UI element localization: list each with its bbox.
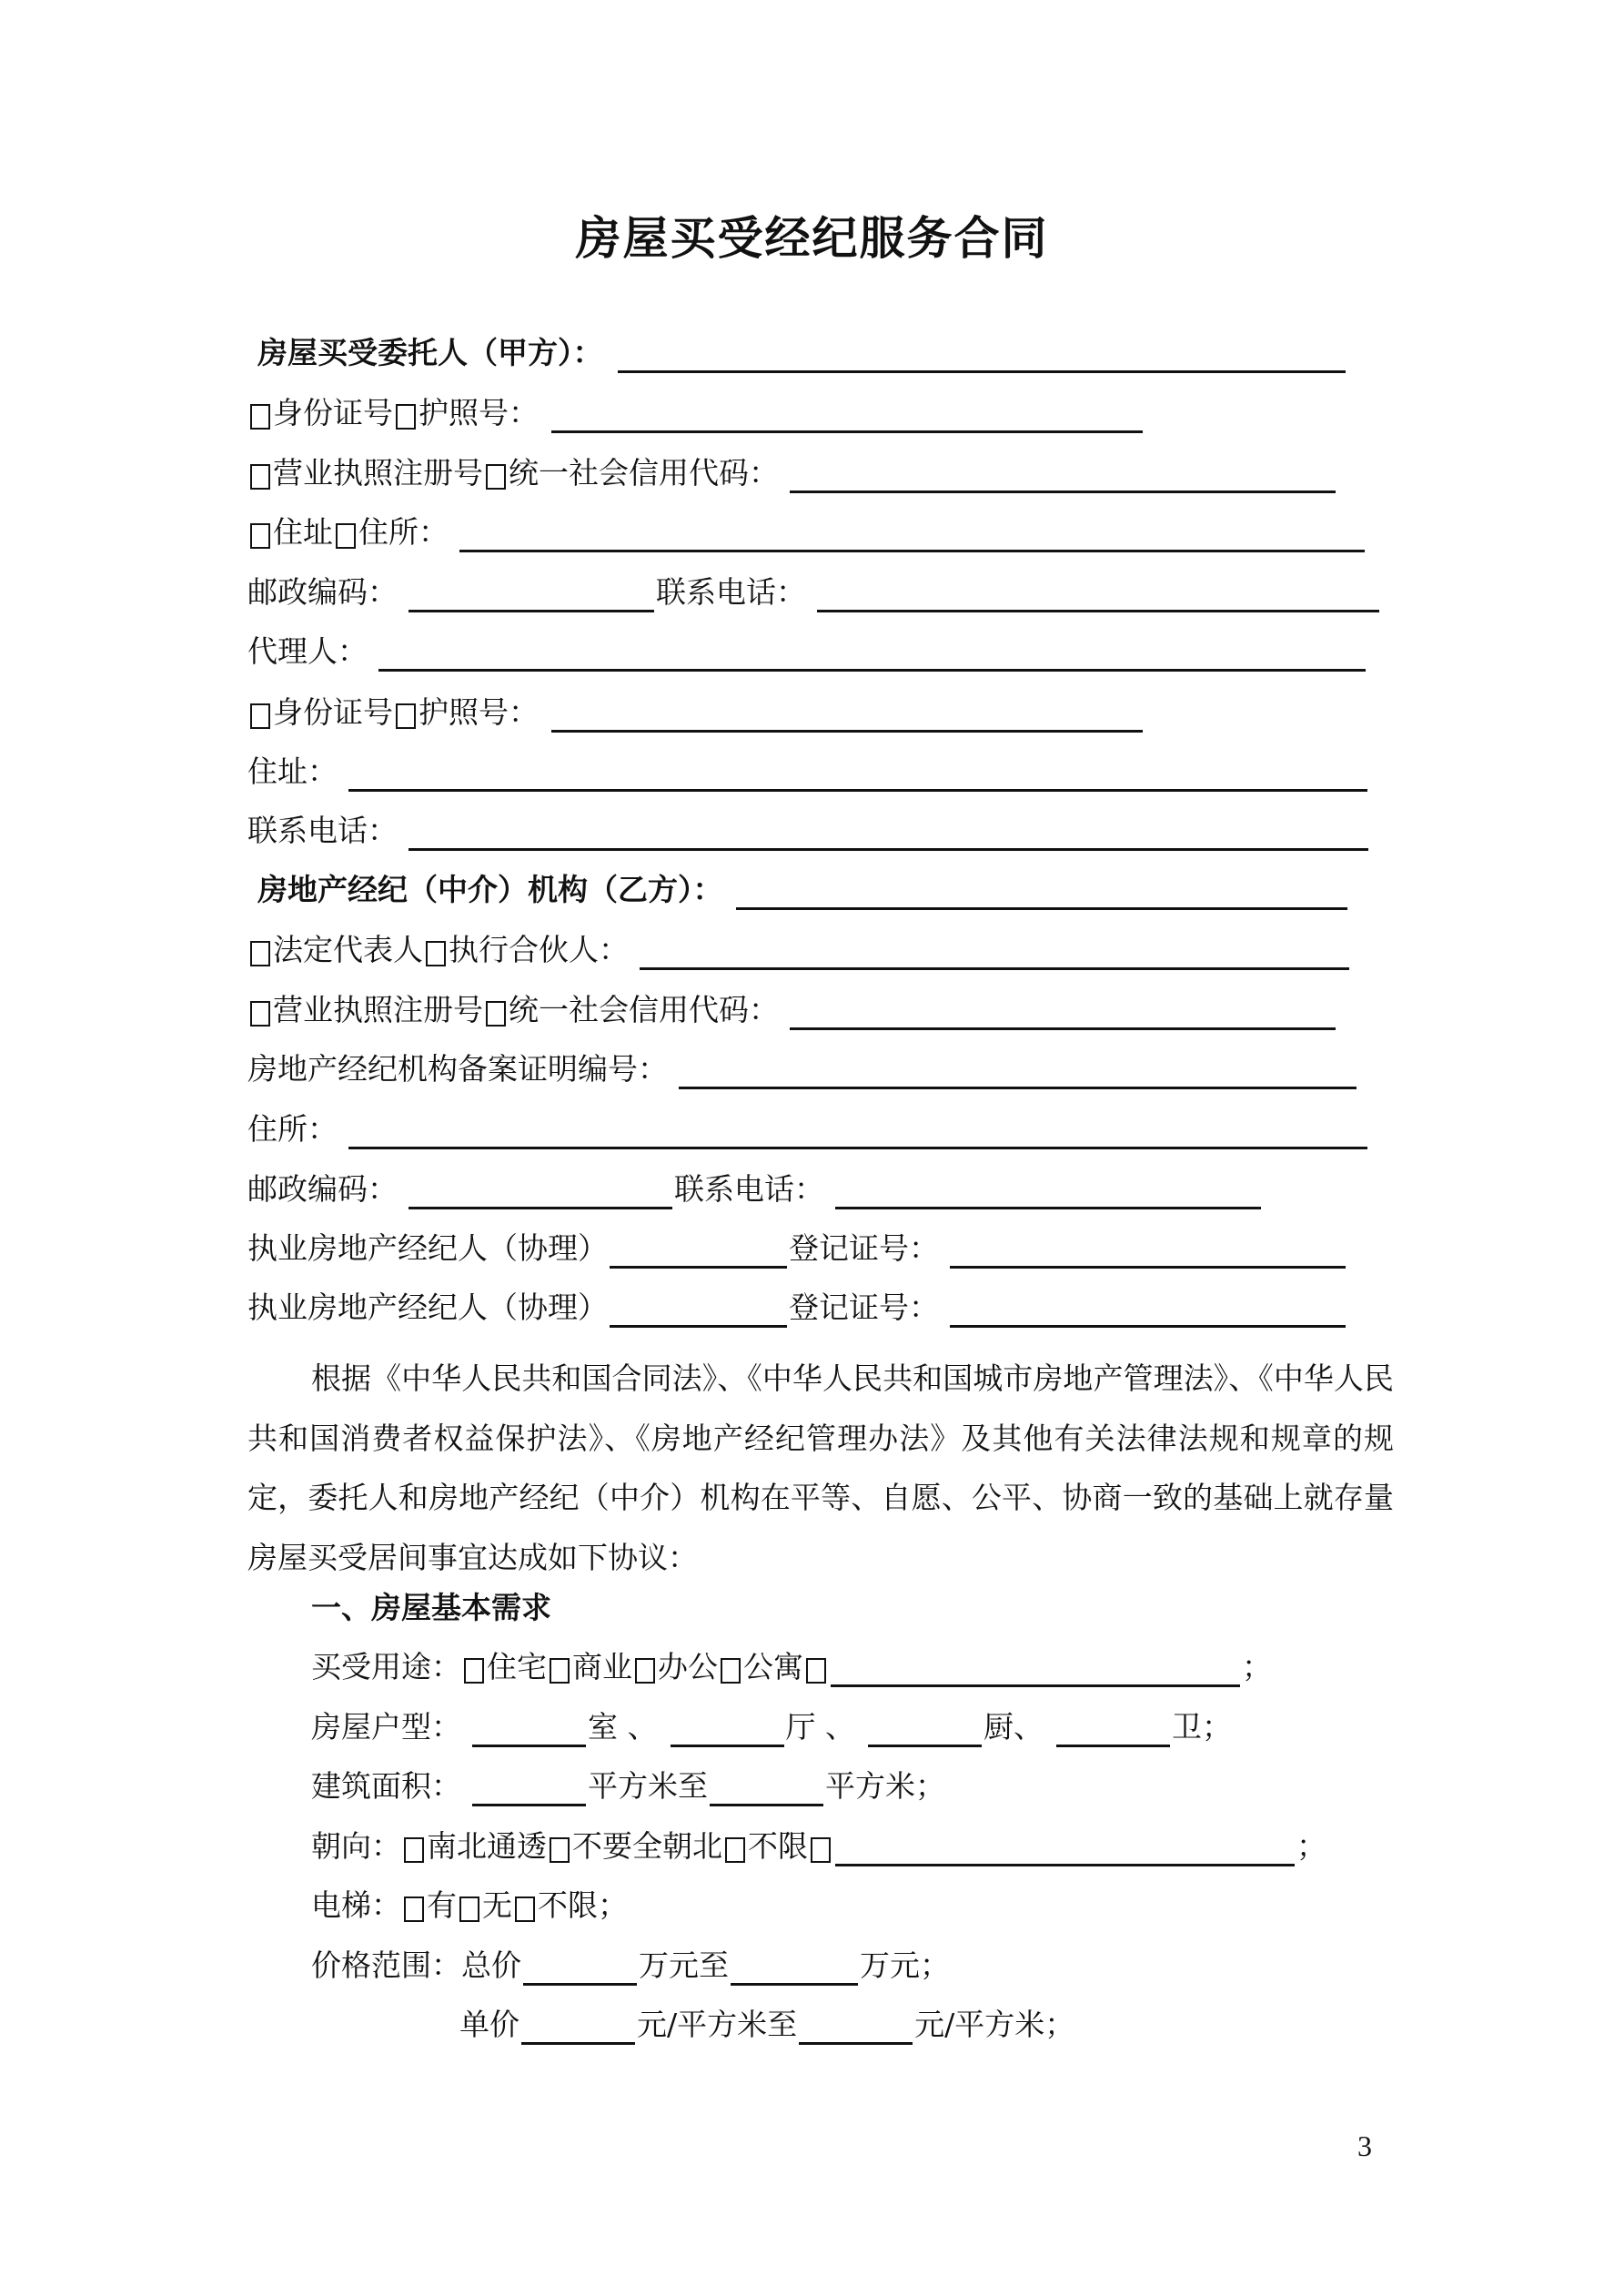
- record-label: 房地产经纪机构备案证明编号：: [247, 1051, 668, 1087]
- party-b-phone-label: 联系电话：: [674, 1171, 824, 1207]
- usage-office-checkbox[interactable]: [635, 1658, 655, 1684]
- agent-id-card-label: 身份证号: [273, 694, 393, 730]
- orientation-not-north-label: 不要全朝北: [572, 1828, 722, 1864]
- usage-other-checkbox[interactable]: [806, 1658, 826, 1684]
- orientation-other-field[interactable]: [835, 1833, 1295, 1866]
- broker-1-reg-field[interactable]: [950, 1235, 1346, 1269]
- area-max-field[interactable]: [710, 1773, 823, 1806]
- unit-price-min-field[interactable]: [521, 2011, 635, 2045]
- broker-1-line: [247, 1229, 1347, 1269]
- agent-phone-line: [247, 811, 1370, 851]
- preamble-paragraph: 根据《中华人民共和国合同法》、《中华人民共和国城市房地产管理法》、《中华人民共和国消费者权益保护法》、《房地产经纪管理办法》及其他有关法律法规和规章的规定，委托人和房地产经纪（中介）机构在平等、自愿、公平、协商一致的基础上就存量房屋买受居间事宜达成如下协议：: [247, 1360, 1394, 1575]
- partner-checkbox[interactable]: [426, 941, 446, 966]
- address-label: 住址: [273, 514, 333, 550]
- price-unit-1: 万元至: [639, 1947, 729, 1983]
- orientation-any-checkbox[interactable]: [725, 1837, 745, 1863]
- broker-2-reg-label: 登记证号：: [789, 1290, 939, 1325]
- broker-2-line: [247, 1288, 1347, 1328]
- business-license-checkbox[interactable]: [250, 464, 270, 490]
- party-b-residence-label: 住所：: [247, 1111, 338, 1147]
- unit-price-max-field[interactable]: [799, 2011, 913, 2045]
- elevator-yes-label: 有: [427, 1887, 457, 1923]
- party-b-name-field[interactable]: [736, 876, 1347, 910]
- usage-apartment-checkbox[interactable]: [721, 1658, 741, 1684]
- orientation-label: 朝向：: [311, 1828, 401, 1864]
- broker-2-reg-field[interactable]: [950, 1294, 1346, 1328]
- elevator-line: [311, 1886, 628, 1926]
- party-b-business-license-checkbox[interactable]: [250, 1001, 270, 1027]
- usage-office-label: 办公: [658, 1649, 718, 1684]
- party-a-name-field[interactable]: [618, 339, 1346, 373]
- id-card-label: 身份证号: [273, 395, 393, 430]
- agent-phone-label: 联系电话：: [247, 813, 398, 848]
- party-b-phone-field[interactable]: [835, 1176, 1261, 1209]
- broker-1-reg-label: 登记证号：: [789, 1230, 939, 1266]
- agent-name-field[interactable]: [378, 638, 1366, 672]
- elevator-any-checkbox[interactable]: [515, 1896, 535, 1922]
- orientation-north-south-label: 南北通透: [427, 1828, 547, 1864]
- agent-id-field[interactable]: [551, 699, 1143, 733]
- usage-other-field[interactable]: [831, 1654, 1240, 1687]
- orientation-line: [311, 1826, 1326, 1866]
- address-checkbox[interactable]: [250, 523, 270, 549]
- area-line: [311, 1766, 945, 1806]
- party-b-rep-field[interactable]: [640, 936, 1349, 970]
- party-a-phone-field[interactable]: [817, 579, 1379, 612]
- party-b-heading: 房地产经纪（中介）机构（乙方）：: [257, 872, 723, 907]
- residence-checkbox[interactable]: [336, 523, 356, 549]
- price-max-field[interactable]: [731, 1952, 858, 1986]
- business-license-label: 营业执照注册号: [273, 455, 483, 491]
- orientation-north-south-checkbox[interactable]: [404, 1837, 424, 1863]
- party-b-residence-line: [247, 1109, 1369, 1149]
- unit-price-unit-1: 元/平方米至: [637, 2007, 798, 2042]
- party-b-postcode-field[interactable]: [409, 1176, 672, 1209]
- party-b-residence-field[interactable]: [348, 1116, 1367, 1149]
- party-b-postcode-label: 邮政编码：: [247, 1171, 398, 1207]
- passport-checkbox[interactable]: [396, 404, 416, 430]
- partner-label: 执行合伙人：: [449, 932, 629, 967]
- credit-code-checkbox[interactable]: [486, 464, 506, 490]
- party-a-heading: 房屋买受委托人（甲方）：: [257, 335, 603, 370]
- party-b-business-license-label: 营业执照注册号: [273, 992, 483, 1027]
- unit-price-line: [459, 2005, 1074, 2045]
- layout-label: 房屋户型：: [311, 1709, 461, 1745]
- bathrooms-unit: 卫；: [1172, 1709, 1232, 1745]
- agent-phone-field[interactable]: [409, 817, 1368, 851]
- usage-residential-label: 住宅: [487, 1649, 547, 1684]
- party-a-postcode-field[interactable]: [409, 579, 654, 612]
- area-unit-1: 平方米至: [588, 1768, 708, 1804]
- legal-rep-checkbox[interactable]: [250, 941, 270, 966]
- usage-commercial-checkbox[interactable]: [550, 1658, 570, 1684]
- agent-address-label: 住址：: [247, 754, 338, 789]
- unit-price-unit-2: 元/平方米；: [914, 2007, 1075, 2042]
- phone-label: 联系电话：: [656, 574, 806, 610]
- agent-address-field[interactable]: [348, 758, 1367, 792]
- party-b-license-line: [247, 990, 1337, 1030]
- party-b-line: [257, 870, 1349, 910]
- broker-1-name-field[interactable]: [610, 1235, 787, 1269]
- orientation-not-north-checkbox[interactable]: [550, 1837, 570, 1863]
- layout-line: [311, 1707, 1232, 1747]
- page-number: 3: [1357, 2129, 1372, 2162]
- party-a-id-field[interactable]: [551, 400, 1143, 433]
- section-1-heading: [311, 1588, 551, 1628]
- broker-2-name-field[interactable]: [610, 1294, 787, 1328]
- orientation-any-label: 不限: [748, 1828, 808, 1864]
- rooms-unit: 室 、: [588, 1709, 658, 1745]
- passport-label: 护照号：: [419, 395, 539, 430]
- agent-address-line: [247, 752, 1369, 792]
- area-unit-2: 平方米；: [825, 1768, 945, 1804]
- party-a-address-line: [247, 512, 1367, 552]
- area-label: 建筑面积：: [311, 1768, 461, 1804]
- usage-end: ；: [1242, 1649, 1272, 1684]
- price-line: [311, 1946, 950, 1986]
- halls-unit: 厅 、: [785, 1709, 855, 1745]
- party-b-rep-line: [247, 930, 1351, 970]
- unit-price-label: 单价: [459, 2007, 519, 2042]
- usage-line: [311, 1647, 1272, 1687]
- orientation-other-checkbox[interactable]: [811, 1837, 831, 1863]
- kitchens-unit: 厨、: [983, 1709, 1044, 1745]
- area-min-field[interactable]: [472, 1773, 586, 1806]
- agent-label: 代理人：: [247, 633, 368, 669]
- usage-commercial-label: 商业: [572, 1649, 632, 1684]
- kitchens-field[interactable]: [868, 1714, 982, 1747]
- elevator-no-checkbox[interactable]: [459, 1896, 479, 1922]
- agent-id-line: [247, 693, 1145, 733]
- party-a-license-line: [247, 453, 1337, 493]
- usage-residential-checkbox[interactable]: [464, 1658, 484, 1684]
- legal-rep-label: 法定代表人: [273, 932, 423, 967]
- orientation-end: ；: [1296, 1828, 1326, 1864]
- agent-passport-label: 护照号：: [419, 694, 539, 730]
- section-1-heading-text: 一、房屋基本需求: [311, 1590, 551, 1625]
- rooms-field[interactable]: [472, 1714, 586, 1747]
- broker-1-label: 执业房地产经纪人（协理）: [247, 1230, 608, 1266]
- postcode-label: 邮政编码：: [247, 574, 398, 610]
- party-a-line: [257, 333, 1347, 373]
- record-number-field[interactable]: [679, 1056, 1357, 1089]
- credit-code-label: 统一社会信用代码：: [509, 455, 779, 491]
- bathrooms-field[interactable]: [1056, 1714, 1170, 1747]
- record-line: [247, 1049, 1358, 1089]
- elevator-yes-checkbox[interactable]: [404, 1896, 424, 1922]
- party-b-license-field[interactable]: [790, 996, 1336, 1030]
- broker-2-label: 执业房地产经纪人（协理）: [247, 1290, 608, 1325]
- elevator-no-label: 无: [482, 1887, 512, 1923]
- agent-id-card-checkbox[interactable]: [250, 703, 270, 729]
- price-label: 价格范围：总价: [311, 1947, 521, 1983]
- party-a-contact-line: [247, 572, 1381, 612]
- party-a-license-field[interactable]: [790, 460, 1336, 493]
- usage-label: 买受用途：: [311, 1649, 461, 1684]
- party-b-contact-line: [247, 1169, 1263, 1209]
- agent-passport-checkbox[interactable]: [396, 703, 416, 729]
- party-b-credit-code-checkbox[interactable]: [486, 1001, 506, 1027]
- usage-apartment-label: 公寓: [743, 1649, 803, 1684]
- id-card-checkbox[interactable]: [250, 404, 270, 430]
- document-title: 房屋买受经纪服务合同: [575, 212, 1049, 265]
- halls-field[interactable]: [671, 1714, 784, 1747]
- price-min-field[interactable]: [523, 1952, 637, 1986]
- party-a-id-line: [247, 393, 1145, 433]
- elevator-any-label: 不限；: [538, 1887, 628, 1923]
- price-unit-2: 万元；: [860, 1947, 950, 1983]
- agent-line: [247, 632, 1367, 672]
- elevator-label: 电梯：: [311, 1887, 401, 1923]
- residence-label: 住所：: [358, 514, 449, 550]
- party-b-credit-code-label: 统一社会信用代码：: [509, 992, 779, 1027]
- party-a-address-field[interactable]: [459, 519, 1365, 552]
